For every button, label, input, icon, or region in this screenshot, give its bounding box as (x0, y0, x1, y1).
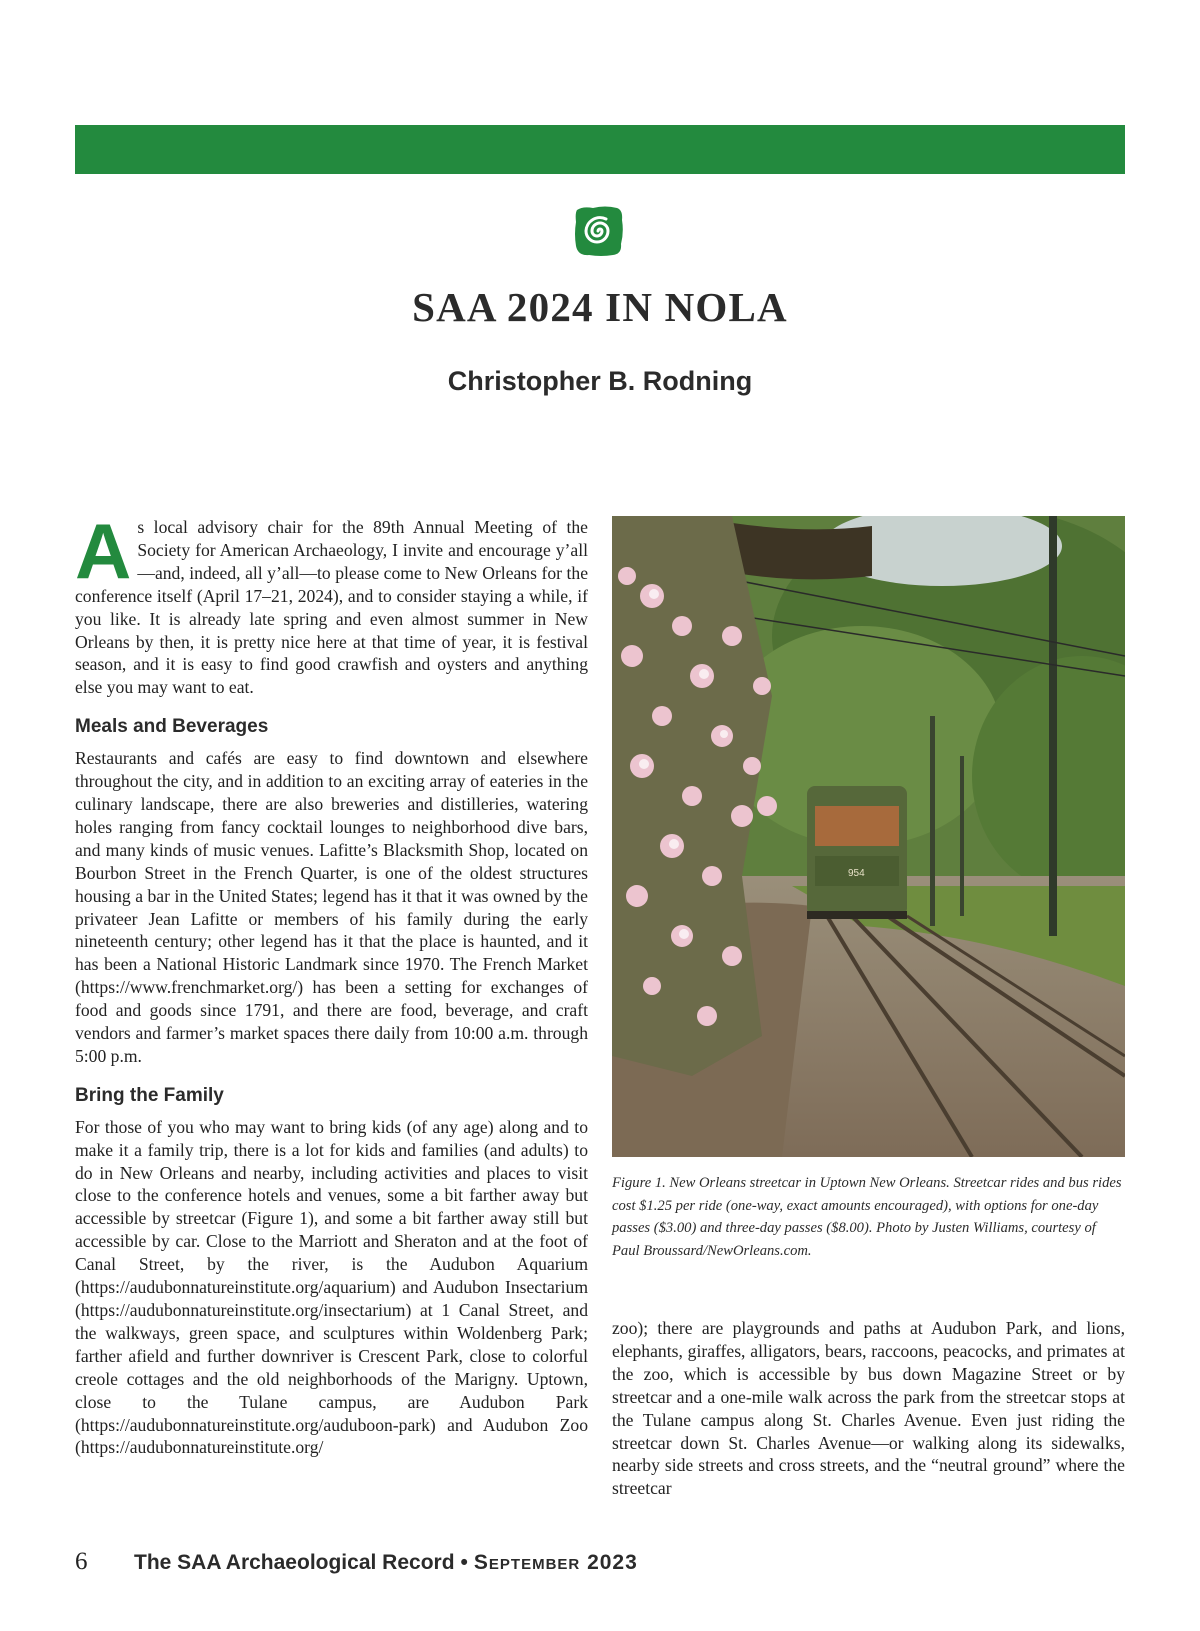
meals-paragraph: Restaurants and cafés are easy to find downtown and elsewhere throughout the city, and in addition to an exciting array of eateries in the culinary landscape, there are also breweries and distilleries, watering holes ranging from fancy cocktail lounges to neighborhood dive bars, and many kinds of music venues. Lafitte’s Blacksmith Shop, located on Bourbon Street in the French Quarter, is one of the oldest structures housing a bar in the United States; legend has it that it was owned by the privateer Jean Lafitte or members of his family during the early nineteenth century; other legend has it that the place is haunted, and it has been a National Historic Landmark since 1970. The French Market (https://www.frenchmarket.org/) has been a setting for exchanges of food and goods since 1791, and there are food, beverage, and craft vendors and farmer’s market spaces there daily from 10:00 a.m. through 5:00 p.m. (75, 748, 588, 1066)
journal-footer (134, 1551, 638, 1575)
spiral-logo-icon (573, 204, 625, 258)
section-heading-family: Bring the Family (75, 1084, 224, 1106)
issue-date: September 2023 (473, 1551, 638, 1574)
streetcar-photo (612, 516, 1125, 1157)
intro-paragraph (75, 507, 588, 699)
header-color-bar (75, 125, 1125, 174)
family-paragraph: For those of you who may want to bring kids (of any age) along and to make it a family trip, there is a lot for kids and families (and adults) to do in New Orleans and nearby, including activities and places to visit close to the conference hotels and venues, some a bit farther away but accessible by streetcar (Figure 1), and some a bit farther away still but accessible by car. Close to the Marriott and Sheraton and at the foot of Canal Street, by the river, is the Audubon Aquarium (https://audubonnatureinstitute.org/aquarium) and Audubon Insectarium (https://audubonnatureinstitute.org/insectarium) at 1 Canal Street, and the walkways, green space, and sculptures within Woldenberg Park; farther afield and further downriver is Crescent Park, close to colorful creole cottages and the old neighborhoods of the Marigny. Uptown, close to the Tulane campus, are Audubon Park (https://audubonnatureinstitute.org/auduboon-park) and Audubon Zoo (https://audubonnatureinstitute.org/ (75, 1116, 588, 1458)
intro-text: s local advisory chair for the 89th Annual Meeting of the Society for American Archaeology, I invite and encourage y’all—and, indeed, all y’all—to please come to New Orleans for the conference itself (April 17–21, 2024), and to consider staying a while, if you like. It is already late spring and even almost summer in New Orleans by then, it is pretty nice here at that time of year, it is festival season, and it is easy to find good crawfish and oysters and anything else you may want to eat. (75, 517, 588, 698)
right-column (612, 1317, 1125, 1500)
article-title: SAA 2024 IN NOLA (412, 284, 788, 330)
section-heading-meals: Meals and Beverages (75, 716, 269, 738)
journal-name: The SAA Archaeological Record (134, 1551, 455, 1574)
figure-caption: Figure 1. New Orleans streetcar in Uptown New Orleans. Streetcar rides and bus rides cost $1.25 per ride (one-way, exact amounts encouraged), with options for one-day passes ($3.00) and three-day passes ($8.00). Photo by Justen Williams, courtesy of Paul Broussard/NewOrleans.com. (612, 1175, 1122, 1259)
footer-bullet: • (460, 1551, 468, 1574)
page-number: 6 (75, 1548, 88, 1575)
drop-cap: A (75, 507, 132, 595)
streetcar-photo-illustration (612, 516, 1125, 1157)
continued-paragraph: zoo); there are playgrounds and paths at Audubon Park, and lions, elephants, giraffes, alligators, bears, raccoons, peacocks, and primates at the zoo, which is accessible by bus down Magazine Street or by streetcar and a one-mile walk across the park from the streetcar stops at the Tulane campus along St. Charles Avenue. Even just riding the streetcar down St. Charles Avenue—or walking along its sidewalks, nearby side streets and cross streets, and the “neutral ground” where the streetcar (612, 1318, 1125, 1499)
left-column (75, 507, 588, 1459)
streetcar-number: 954 (848, 868, 865, 879)
article-author: Christopher B. Rodning (447, 366, 753, 396)
